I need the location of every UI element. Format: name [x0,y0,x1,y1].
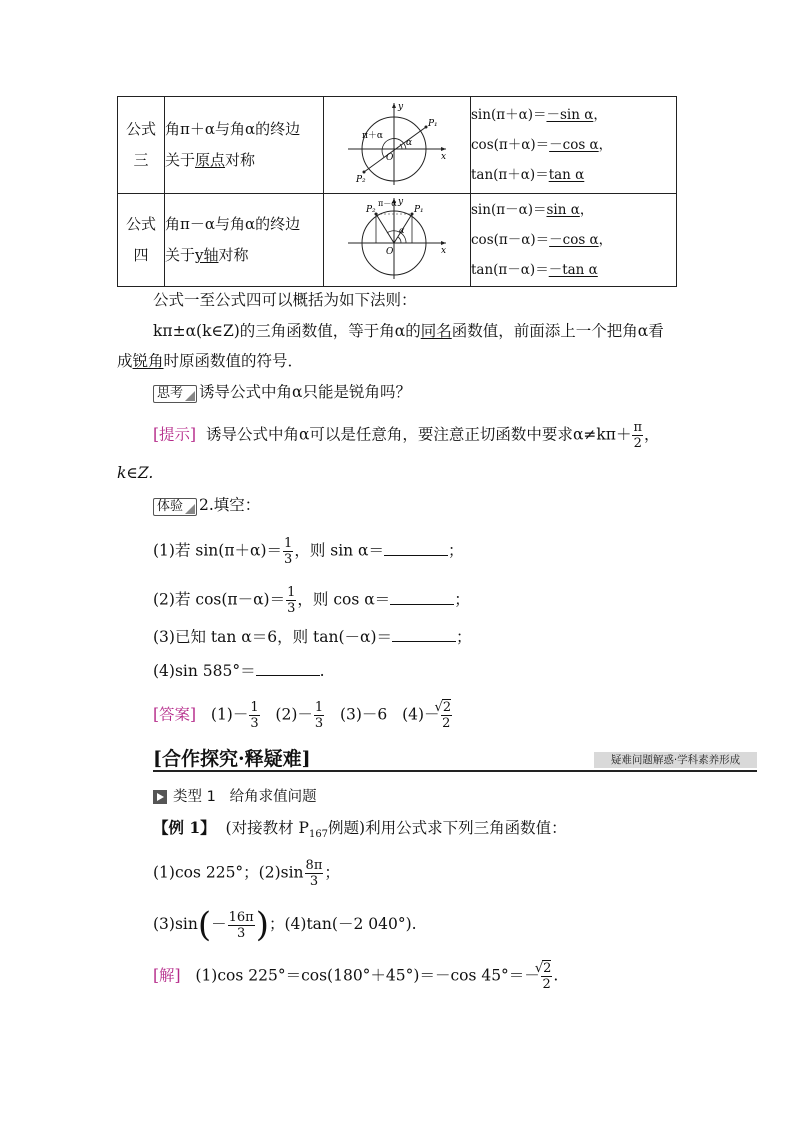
point-label-p2: P₂ [366,205,376,215]
think-question: 思考 诱导公式中角α只能是锐角吗？ [153,381,411,403]
practice-answer: [答案] (1)－ $\frac{1}{3}$ (2)－ $\frac{1}{3}$ (3)－6 (4)－ √ $\frac{2}{2}$ [153,700,453,731]
equation-tan: tan(π＋α)＝tan α [471,167,585,183]
solution-tag: [解] [153,966,181,985]
play-triangle-icon [153,790,167,804]
solution-line: [解] (1)cos 225°＝cos(180°＋45°)＝－cos 45°＝－ √ $\frac{2}{2}$ . [153,961,558,992]
practice-q2: (2)若 cos(π－α)＝ $\frac{1}{3}$ ，则 cos α＝ ； [153,585,470,616]
unit-circle-diagram-y-symmetry [342,195,452,281]
formula-table [117,96,677,287]
unit-circle-diagram-origin-symmetry [342,99,452,187]
axis-label-y: y [398,102,404,112]
angle-label-inner: α [399,226,405,235]
formula-name: 公式 四 [118,194,165,287]
formula-description: 角π＋α与角α的终边 关于原点对称 [165,97,324,194]
section-title: [合作探究·释疑难] [153,748,311,770]
unit-circle-figure [324,97,471,194]
equation-sin: sin(π＋α)＝－sin α， [471,107,607,123]
point-label-p2: P₂ [356,175,366,185]
angle-label-outer: π－α [378,199,397,208]
fraction: $\frac{1}{3}$ [314,700,324,731]
axis-label-y: y [398,197,404,207]
point-label-p1: P₁ [428,119,438,129]
fraction: √ $\frac{2}{2}$ [541,961,553,992]
fraction: $\frac{1}{3}$ [287,585,296,616]
table-row-formula-3 [118,97,677,194]
think-hint-line2: k∈Z. [117,464,154,482]
equation-cos: cos(π－α)＝－cos α， [471,232,613,248]
example-1-part1: (1)cos 225°；(2)sin $\frac{8\pi}{3}$ ； [153,858,340,889]
answer-blank[interactable] [390,590,454,605]
fraction: $\frac{8\pi}{3}$ [305,858,323,889]
fraction: $\frac{1}{3}$ [284,536,293,567]
axis-label-x: x [441,246,447,256]
axis-label-x: x [441,152,447,162]
answer-blank[interactable] [384,541,448,556]
formula-equations [471,97,677,194]
formula-description: 角π－α与角α的终边 关于y轴对称 [165,194,324,287]
summary-rule-line2: 成锐角时原函数值的符号． [117,352,304,370]
angle-label-outer: π＋α [362,131,383,141]
section-divider [153,770,757,772]
equation-tan: tan(π－α)＝－tan α [471,262,598,278]
section-subtitle: 疑难问题解惑·学科素养形成 [594,752,757,768]
practice-q1: (1)若 sin(π＋α)＝ $\frac{1}{3}$ ，则 sin α＝ ； [153,536,464,567]
point-label-p1: P₁ [414,205,424,215]
angle-label-inner: α [406,138,413,148]
answer-blank[interactable] [392,627,456,642]
underlined-term: y轴 [195,246,219,264]
practice-q3: (3)已知 tan α＝6，则 tan(－α)＝ ； [153,628,472,646]
summary-rule-line1: kπ±α(k∈Z)的三角函数值，等于角α的同名函数值，前面添上一个把角α看 [153,322,664,340]
underlined-term: 原点 [195,151,226,169]
hint-tag: [提示] [153,425,197,444]
origin-label: O [386,247,394,257]
formula-equations [471,194,677,287]
formula-name: 公式 三 [118,97,165,194]
origin-label: O [386,153,394,163]
fraction: $\frac{\pi}{2}$ [633,420,643,451]
practice-q4: (4)sin 585°＝ . [153,662,325,680]
table-row-formula-4 [118,194,677,287]
practice-title: 体验 2.填空： [153,494,260,516]
answer-blank[interactable] [256,661,320,676]
equation-sin: sin(π－α)＝sin α， [471,202,594,218]
fraction: $\frac{1}{3}$ [250,700,259,731]
summary-intro: 公式一至公式四可以概括为如下法则： [153,291,417,309]
example-1-heading: 【例 1】 (对接教材 $P_{167}$例题)利用公式求下列三角函数值： [153,818,567,841]
type-heading: 类型 1 给角求值问题 [153,786,317,808]
unit-circle-figure [324,194,471,287]
think-tag: 思考 [153,385,197,403]
example-1-part2: (3)sin(－ $\frac{16\pi}{3}$ )；(4)tan(－2 040°). [153,905,417,945]
answer-tag: [答案] [153,705,197,724]
practice-tag: 体验 [153,498,197,516]
equation-cos: cos(π＋α)＝－cos α， [471,137,613,153]
fraction: $\frac{16\pi}{3}$ [228,909,254,941]
fraction: √ $\frac{2}{2}$ [441,700,453,731]
think-hint: [提示] 诱导公式中角α可以是任意角，要注意正切函数中要求α≠kπ＋ $\frac{\pi}{2}$ ， [153,420,660,451]
